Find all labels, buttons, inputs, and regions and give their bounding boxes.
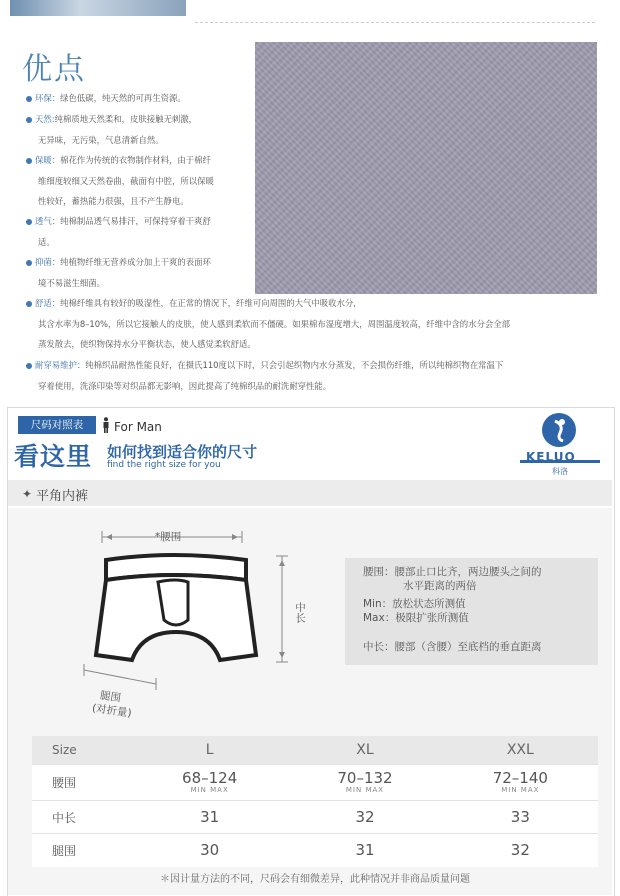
table-cell: 30	[132, 834, 287, 867]
row-label-waist: 腰围	[32, 765, 132, 801]
look-here-heading: 看这里	[14, 442, 93, 471]
advantage-item-antibacterial: 抑菌：纯植物纤维无营养成分加上干爽的表面环 境不易滋生细菌。	[26, 252, 254, 293]
advantage-item-durable: 耐穿易维护：纯棉织品耐热性能良好，在摄氏110度以下时，只会引起织物内水分蒸发，不会损伤纤维，所以纯棉织物在常温下 穿着使用，洗涤印染等对织品都无影响，因此提高了纯棉织品的耐洗耐穿性能。	[26, 355, 606, 396]
divider	[195, 22, 595, 23]
header-xxl: XXL	[443, 736, 598, 765]
advantage-item-comfort: 舒适：纯棉纤维具有较好的吸湿性，在正常的情况下，纤维可向周围的大气中吸收水分， 其含水率为8–10%，所以它接触人的皮肤，使人感到柔软而不僵硬。如果棉布湿度增大，周围温度较高，纤维中含的水分会全部 蒸发散去，使织物保持水分平衡状态，使人感觉柔软舒适。	[26, 293, 606, 355]
table-row	[32, 834, 598, 867]
table-row	[32, 801, 598, 834]
arrow-icon: ✦	[22, 487, 33, 501]
brand-name-cn: 科洛	[552, 467, 568, 476]
advantage-item-breathable: 透气：纯棉制品透气易排汗，可保持穿着干爽舒 适。	[26, 211, 254, 252]
advantages-title: 优点	[22, 52, 86, 87]
table-cell: 33	[443, 801, 598, 834]
section-title: 平角内裤	[36, 489, 89, 504]
thigh-label: 腿围	[99, 689, 122, 705]
table-cell: 31	[132, 801, 287, 834]
waist-label: *腰围	[155, 531, 182, 543]
section-header	[8, 480, 612, 506]
brand-name: KELUO	[526, 450, 576, 464]
size-footnote: ＊因计量方法的不同，尺码会有细微差异，此种情况并非商品质量问题	[160, 874, 470, 885]
brand-logo-icon	[542, 413, 576, 447]
header-xl: XL	[287, 736, 442, 765]
header-l: L	[132, 736, 287, 765]
bullet-icon	[26, 158, 32, 164]
bullet-icon	[26, 219, 32, 225]
table-cell: 31	[287, 834, 442, 867]
note-length: 中长：腰部（含腰）至底档的垂直距离	[363, 641, 542, 653]
thigh-note: (对折量)	[91, 702, 133, 720]
bullet-icon	[26, 96, 32, 102]
note-waist: 腰围：腰部止口比齐，两边腰头之间的 水平距离的两倍	[363, 566, 542, 592]
advantage-item-warm: 保暖：棉花作为传统的衣物制作材料，由于棉纤 维细度较细又天然卷曲，截面有中腔，所以保暖 性较好，蓄热能力很强，且不产生静电。	[26, 150, 254, 212]
table-cell: 32	[287, 801, 442, 834]
bullet-icon	[26, 260, 32, 266]
find-size-subtitle: find the right size for you	[107, 460, 221, 470]
size-table	[32, 736, 598, 867]
man-icon	[101, 417, 111, 433]
for-man-label: For Man	[114, 420, 162, 434]
table-row	[32, 765, 598, 801]
table-cell: 70–132 MIN MAX	[287, 765, 442, 801]
top-product-photo	[10, 0, 186, 16]
size-chart-tag: 尺码对照表	[18, 416, 96, 434]
table-header-row	[32, 736, 598, 765]
advantage-item-eco: 环保：绿色低碳，纯天然的可再生资源。	[26, 88, 251, 109]
how-find-heading: 如何找到适合你的尺寸	[107, 443, 258, 461]
bullet-icon	[26, 117, 32, 123]
row-label-length: 中长	[32, 801, 132, 834]
table-cell: 32	[443, 834, 598, 867]
advantage-item-natural: 天然:纯棉质地天然柔和，皮肤接触无刺激， 无异味，无污染，气息清新自然。	[26, 109, 251, 150]
header-size: Size	[32, 736, 132, 765]
note-max: Max：极限扩张所测值	[363, 612, 469, 624]
bullet-icon	[26, 301, 32, 307]
fabric-texture-photo	[255, 42, 597, 294]
length-label: 中长	[294, 602, 306, 623]
table-cell: 72–140 MIN MAX	[443, 765, 598, 801]
note-min: Min：放松状态所测值	[363, 598, 466, 610]
bullet-icon	[26, 363, 32, 369]
row-label-thigh: 腿围	[32, 834, 132, 867]
table-cell: 68–124 MIN MAX	[132, 765, 287, 801]
